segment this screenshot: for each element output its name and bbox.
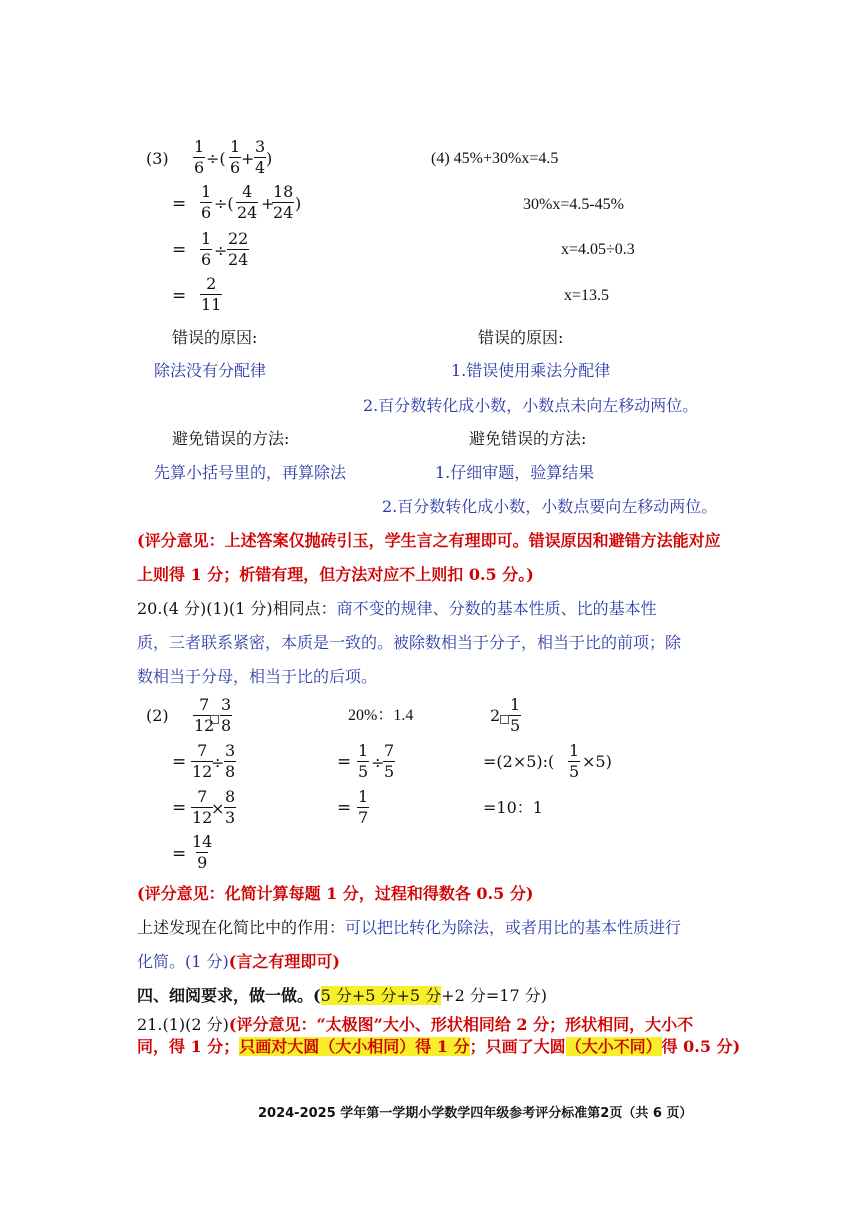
scoring-comment: (评分意见：上述答案仅抛砖引玉，学生言之有理即可。错误原因和避错方法能对应	[137, 531, 721, 550]
operator: ÷	[214, 241, 228, 260]
operator: ÷	[371, 753, 385, 772]
method-text: 先算小括号里的，再算除法	[154, 463, 347, 482]
fraction: $\frac{1}{7}$	[358, 787, 369, 827]
fraction: $\frac{1}{5}$	[358, 741, 369, 781]
equals-sign: =	[172, 286, 187, 306]
fraction: $\frac{14}{9}$	[192, 832, 213, 872]
fraction: $\frac{7}{12}$	[194, 695, 215, 735]
fraction: $\frac{1}{6}$	[230, 137, 241, 177]
fraction: $\frac{22}{24}$	[228, 229, 249, 269]
reason-label: 错误的原因:	[478, 328, 564, 347]
operator: ÷(	[206, 149, 226, 168]
reason-text: 1.错误使用乘法分配律	[451, 361, 611, 380]
method-text: 1.仔细审题，验算结果	[435, 463, 595, 482]
reason-text: 除法没有分配律	[154, 361, 267, 380]
fraction: $\frac{1}{5}$	[569, 741, 580, 781]
placeholder-box	[210, 711, 219, 727]
ratio-expression: =(2×5):(	[483, 752, 555, 771]
operator: +	[261, 194, 275, 213]
equals-sign: =	[172, 798, 187, 818]
problem3-label: (3)	[146, 149, 169, 168]
method-label: 避免错误的方法:	[469, 429, 587, 448]
placeholder-box	[500, 711, 509, 727]
operator: )	[295, 194, 302, 213]
fraction: $\frac{1}{6}$	[201, 182, 212, 222]
reason-text: 2.百分数转化成小数，小数点未向左移动两位。	[363, 396, 699, 415]
fraction: $\frac{1}{5}$	[510, 695, 521, 735]
fraction: $\frac{8}{3}$	[225, 787, 236, 827]
equation-line: x=13.5	[564, 287, 610, 304]
page-footer: 2024-2025 学年第一学期小学数学四年级参考评分标准第2页（共 6 页）	[258, 1106, 693, 1121]
operator: ×	[211, 799, 225, 818]
equals-sign: =	[337, 752, 352, 772]
mixed-whole: 2	[490, 706, 501, 725]
fraction: $\frac{7}{5}$	[384, 741, 395, 781]
fraction: $\frac{3}{8}$	[225, 741, 236, 781]
fraction: $\frac{4}{24}$	[237, 182, 258, 222]
equals-sign: =	[172, 240, 187, 260]
problem4-label: (4) 45%+30%x=4.5	[431, 150, 559, 167]
equals-sign: =	[337, 798, 352, 818]
ratio-expression: =10：1	[483, 798, 543, 817]
q20-line: 数相当于分母，相当于比的后项。	[137, 667, 378, 686]
operator: +	[241, 149, 255, 168]
scoring-comment: 上则得 1 分；析错有理，但方法对应不上则扣 0.5 分。)	[137, 565, 534, 584]
section-title: 四、细阅要求，做一做。(5 分+5 分+5 分+2 分=17 分)	[137, 986, 547, 1005]
reason-label: 错误的原因:	[172, 328, 258, 347]
method-text: 2.百分数转化成小数，小数点要向左移动两位。	[382, 497, 718, 516]
q20-finding: 化简。(1 分)(言之有理即可)	[137, 952, 340, 971]
equation-line: 30%x=4.5-45%	[523, 196, 625, 213]
fraction: $\frac{3}{8}$	[221, 695, 232, 735]
operator: ÷	[211, 753, 225, 772]
equals-sign: =	[172, 752, 187, 772]
method-label: 避免错误的方法:	[172, 429, 290, 448]
operator: ÷(	[214, 194, 234, 213]
ratio-expression: ×5)	[582, 752, 612, 771]
equation-line: x=4.05÷0.3	[561, 241, 635, 258]
fraction: $\frac{7}{12}$	[192, 741, 213, 781]
fraction: $\frac{1}{6}$	[201, 229, 212, 269]
scoring-comment: (评分意见：化简计算每题 1 分，过程和得数各 0.5 分)	[137, 884, 534, 903]
fraction: $\frac{1}{6}$	[194, 137, 205, 177]
q20-part2-label: (2)	[146, 706, 169, 725]
fraction: $\frac{7}{12}$	[192, 787, 213, 827]
q21-line: 同，得 1 分；只画对大圆（大小相同）得 1 分；只画了大圆（大小不同）得 0.5 分)	[137, 1037, 741, 1056]
equals-sign: =	[172, 844, 187, 864]
fraction: $\frac{18}{24}$	[273, 182, 294, 222]
operator: )	[266, 149, 273, 168]
fraction: $\frac{3}{4}$	[255, 137, 266, 177]
q20-line: 质，三者联系紧密，本质是一致的。被除数相当于分子，相当于比的前项；除	[137, 633, 682, 652]
equals-sign: =	[172, 194, 187, 214]
q20-line: 20.(4 分)(1)(1 分)相同点：商不变的规律、分数的基本性质、比的基本性	[137, 599, 657, 618]
fraction: $\frac{2}{11}$	[201, 274, 222, 314]
q21-line: 21.(1)(2 分)(评分意见：“太极图”大小、形状相同给 2 分；形状相同，大小不	[137, 1015, 694, 1034]
ratio-expression: 20%：1.4	[348, 707, 414, 724]
q20-finding: 上述发现在化简比中的作用：可以把比转化为除法，或者用比的基本性质进行	[137, 918, 682, 937]
